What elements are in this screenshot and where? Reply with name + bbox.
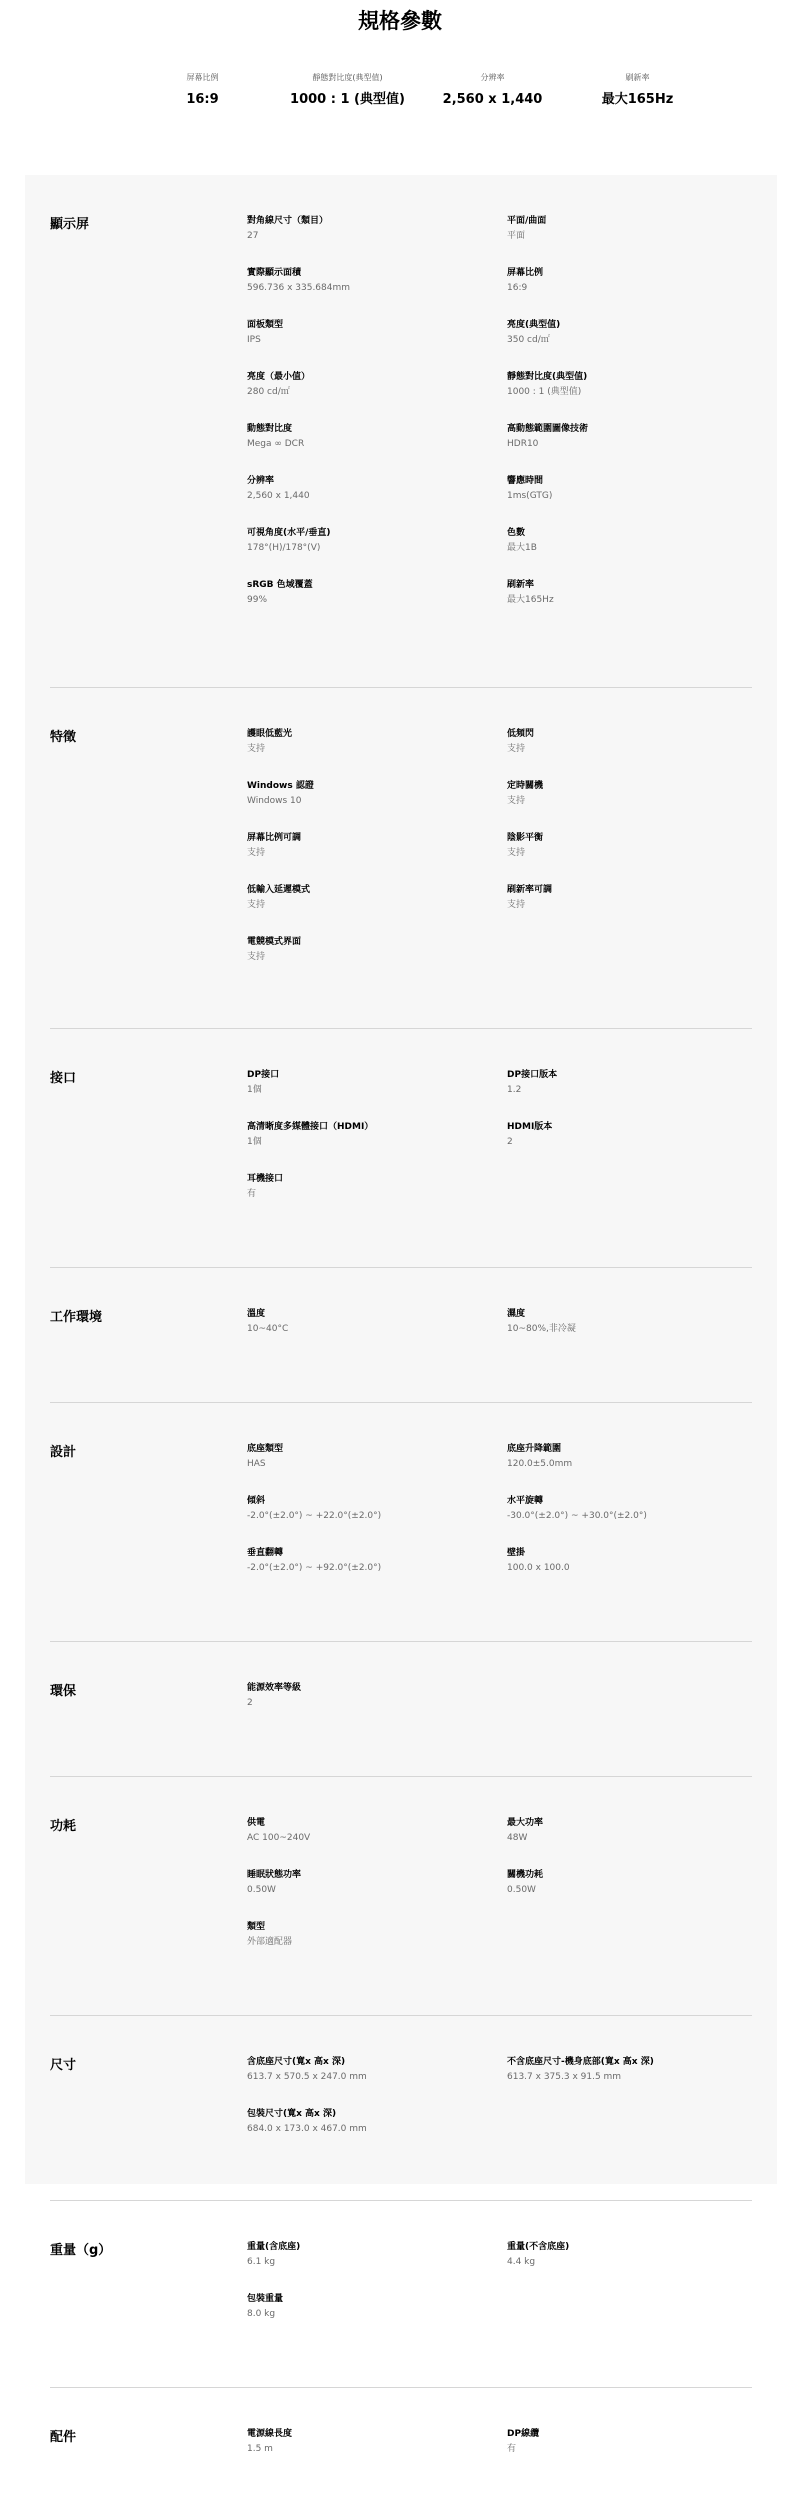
spec-value: 16:9 [507, 283, 528, 293]
spec-label: 動態對比度 [247, 424, 293, 434]
highlight-label: 屏幕比例 [186, 73, 219, 82]
section-title: 接口 [50, 1071, 77, 1086]
spec-item [507, 215, 752, 267]
spec-item [247, 884, 507, 936]
spec-label: DP線纜 [507, 2429, 540, 2439]
spec-value: 2,560 x 1,440 [247, 491, 310, 501]
highlight-item [565, 72, 710, 177]
spec-item [507, 579, 752, 631]
spec-item [247, 215, 507, 267]
spec-value: 350 cd/㎡ [507, 335, 550, 345]
section-items [247, 728, 752, 988]
spec-label: 供電 [247, 1818, 266, 1828]
spec-value: IPS [247, 335, 261, 345]
spec-label: 濕度 [507, 1309, 526, 1319]
spec-label: 傾斜 [247, 1496, 266, 1506]
spec-value: 有 [247, 1189, 257, 1199]
spec-item [247, 1121, 507, 1173]
spec-item [247, 267, 507, 319]
highlight-value: 2,560 x 1,440 [442, 92, 543, 107]
spec-value: 27 [247, 231, 259, 241]
section-title: 顯示屏 [50, 217, 90, 232]
spec-item [247, 1682, 507, 1734]
spec-item [247, 2056, 507, 2108]
spec-item [507, 780, 752, 832]
spec-label: DP接口版本 [507, 1070, 558, 1080]
spec-item [507, 423, 752, 475]
spec-item [507, 884, 752, 936]
spec-item [247, 579, 507, 631]
spec-item [507, 1817, 752, 1869]
section-items [247, 2428, 752, 2480]
spec-item [247, 527, 507, 579]
spec-value: 6.1 kg [247, 2257, 276, 2267]
spec-label: 可視角度(水平/垂直) [247, 528, 331, 538]
spec-item [247, 1495, 507, 1547]
section-items [247, 1682, 752, 1734]
spec-item [247, 475, 507, 527]
spec-label: 底座類型 [247, 1444, 284, 1454]
section-title: 功耗 [50, 1819, 77, 1834]
spec-value: 1個 [247, 1137, 262, 1147]
spec-label: 類型 [247, 1922, 266, 1932]
spec-value: -2.0°(±2.0°) ~ +22.0°(±2.0°) [247, 1511, 382, 1521]
page-title: 規格參數 [358, 9, 442, 33]
spec-item [247, 1547, 507, 1599]
spec-value: 外部適配器 [247, 1937, 293, 1947]
section-title: 工作環境 [50, 1310, 103, 1325]
spec-label: 色數 [507, 528, 526, 538]
spec-value: 1個 [247, 1085, 262, 1095]
spec-item [507, 1069, 752, 1121]
spec-value: 支持 [247, 848, 266, 858]
spec-item [507, 728, 752, 780]
spec-item [507, 267, 752, 319]
highlight-item [420, 72, 565, 177]
spec-item [247, 1817, 507, 1869]
spec-value: 0.50W [507, 1885, 536, 1895]
section-title: 重量（g） [50, 2243, 112, 2258]
spec-value: 10~40°C [247, 1324, 289, 1334]
spec-item [507, 832, 752, 884]
spec-label: 包裝重量 [247, 2294, 284, 2304]
spec-label: 平面/曲面 [507, 216, 547, 226]
spec-label: 垂直翻轉 [247, 1548, 284, 1558]
spec-section [50, 2388, 752, 2520]
spec-section [50, 2016, 752, 2201]
spec-label: 亮度(典型值) [507, 320, 561, 330]
section-items [247, 2056, 752, 2160]
spec-value: -2.0°(±2.0°) ~ +92.0°(±2.0°) [247, 1563, 382, 1573]
spec-item [507, 1547, 752, 1599]
spec-value: 10~80%,非冷凝 [507, 1324, 576, 1334]
spec-value: 平面 [507, 231, 526, 241]
spec-label: 刷新率 [507, 580, 535, 590]
spec-item [247, 2241, 507, 2293]
spec-label: 睡眠狀態功率 [247, 1870, 302, 1880]
spec-item [507, 2241, 752, 2293]
spec-item [247, 780, 507, 832]
spec-section [50, 1403, 752, 1642]
spec-label: sRGB 色域覆蓋 [247, 580, 313, 590]
spec-label: 關機功耗 [507, 1870, 544, 1880]
spec-section [50, 688, 752, 1029]
spec-value: Windows 10 [247, 796, 302, 806]
highlight-label: 刷新率 [625, 73, 650, 82]
spec-highlights [0, 72, 800, 177]
spec-value: HAS [247, 1459, 266, 1469]
spec-value: -30.0°(±2.0°) ~ +30.0°(±2.0°) [507, 1511, 647, 1521]
spec-value: 48W [507, 1833, 528, 1843]
spec-label: 亮度（最小值） [247, 372, 311, 382]
spec-label: 陰影平衡 [507, 833, 544, 843]
spec-label: 護眼低藍光 [247, 729, 293, 739]
spec-label: 重量(不含底座) [507, 2242, 570, 2252]
highlight-value: 最大165Hz [601, 92, 674, 107]
section-items [247, 215, 752, 631]
spec-section [50, 1029, 752, 1268]
spec-value: 最大165Hz [507, 595, 554, 605]
spec-item [247, 728, 507, 780]
spec-item [247, 319, 507, 371]
spec-label: Windows 認證 [247, 781, 314, 791]
spec-label: 溫度 [247, 1309, 266, 1319]
spec-label: 面板類型 [247, 320, 284, 330]
spec-label: 對角線尺寸（類目） [247, 216, 329, 226]
spec-item [247, 1869, 507, 1921]
highlight-value: 16:9 [186, 92, 219, 107]
spec-item [247, 1069, 507, 1121]
spec-item [507, 1495, 752, 1547]
spec-item [507, 527, 752, 579]
highlight-label: 靜態對比度(典型值) [312, 73, 383, 82]
section-items [247, 1308, 752, 1360]
spec-item [507, 1869, 752, 1921]
highlight-value: 1000 : 1 (典型值) [290, 92, 405, 107]
spec-label: 包裝尺寸(寬x 高x 深) [247, 2109, 337, 2119]
spec-label: 高動態範圍圖像技術 [507, 424, 589, 434]
spec-value: 1.5 m [247, 2444, 273, 2454]
highlight-item [275, 72, 420, 177]
spec-value: 支持 [507, 796, 526, 806]
spec-value: 280 cd/㎡ [247, 387, 290, 397]
spec-label: 電競模式界面 [247, 937, 302, 947]
spec-item [247, 1173, 507, 1225]
spec-value: 100.0 x 100.0 [507, 1563, 570, 1573]
spec-value: 支持 [247, 952, 266, 962]
spec-item [247, 1308, 507, 1360]
spec-value: 1ms(GTG) [507, 491, 553, 501]
spec-label: 屏幕比例可調 [247, 833, 302, 843]
spec-value: 支持 [247, 744, 266, 754]
highlight-item [130, 72, 275, 177]
spec-label: DP接口 [247, 1070, 280, 1080]
spec-item [507, 371, 752, 423]
section-items [247, 1443, 752, 1599]
spec-section [50, 1268, 752, 1403]
section-title: 環保 [50, 1684, 77, 1699]
spec-label: 低輸入延遲模式 [247, 885, 311, 895]
spec-label: 靜態對比度(典型值) [507, 372, 588, 382]
spec-item [247, 936, 507, 988]
spec-value: 1.2 [507, 1085, 522, 1095]
spec-label: 實際顯示面積 [247, 268, 302, 278]
section-title: 特徵 [50, 730, 77, 745]
spec-item [247, 2428, 507, 2480]
spec-value: 支持 [507, 744, 526, 754]
spec-value: 有 [507, 2444, 517, 2454]
spec-panel [25, 175, 777, 2454]
spec-value: 8.0 kg [247, 2309, 276, 2319]
spec-item [507, 475, 752, 527]
spec-label: 響應時間 [507, 476, 544, 486]
spec-item [507, 1121, 752, 1173]
spec-item [247, 1443, 507, 1495]
spec-label: HDMI版本 [507, 1122, 553, 1132]
spec-value: 2 [507, 1137, 513, 1147]
spec-value: AC 100~240V [247, 1833, 311, 1843]
spec-item [247, 423, 507, 475]
section-title: 配件 [50, 2430, 77, 2445]
spec-value: 120.0±5.0mm [507, 1459, 573, 1469]
spec-value: 99% [247, 595, 268, 605]
section-title: 尺寸 [50, 2058, 77, 2073]
spec-label: 刷新率可調 [507, 885, 553, 895]
spec-value: Mega ∞ DCR [247, 439, 305, 449]
spec-item [247, 371, 507, 423]
spec-label: 電源線長度 [247, 2429, 293, 2439]
spec-label: 屏幕比例 [507, 268, 544, 278]
spec-label: 耳機接口 [247, 1174, 284, 1184]
spec-value: 支持 [507, 900, 526, 910]
spec-label: 最大功率 [507, 1818, 544, 1828]
spec-value: 1000 : 1 (典型值) [507, 387, 582, 397]
spec-value: 596.736 x 335.684mm [247, 283, 351, 293]
spec-item [247, 2108, 507, 2160]
spec-label: 分辨率 [247, 476, 275, 486]
spec-label: 壁掛 [507, 1548, 526, 1558]
section-items [247, 1817, 752, 1973]
spec-item [507, 2428, 752, 2480]
spec-item [507, 319, 752, 371]
spec-item [247, 1921, 507, 1973]
spec-value: 支持 [507, 848, 526, 858]
spec-item [507, 2056, 752, 2108]
spec-value: 0.50W [247, 1885, 276, 1895]
spec-section [50, 1642, 752, 1777]
spec-label: 低頻閃 [507, 729, 535, 739]
highlight-label: 分辨率 [480, 73, 505, 82]
spec-value: 178°(H)/178°(V) [247, 543, 321, 553]
spec-label: 定時關機 [507, 781, 544, 791]
spec-label: 含底座尺寸(寬x 高x 深) [247, 2057, 346, 2067]
spec-label: 不含底座尺寸-機身底部(寬x 高x 深) [507, 2057, 654, 2067]
spec-value: 4.4 kg [507, 2257, 536, 2267]
spec-label: 底座升降範圍 [507, 1444, 562, 1454]
spec-item [247, 2293, 507, 2345]
section-items [247, 2241, 752, 2345]
spec-label: 能源效率等級 [247, 1683, 302, 1693]
spec-value: 最大1B [507, 543, 537, 553]
section-items [247, 1069, 752, 1225]
spec-item [507, 1308, 752, 1360]
spec-label: 重量(含底座) [247, 2242, 301, 2252]
spec-section [50, 175, 752, 688]
spec-label: 水平旋轉 [507, 1496, 544, 1506]
spec-value: 684.0 x 173.0 x 467.0 mm [247, 2124, 367, 2134]
spec-value: 613.7 x 570.5 x 247.0 mm [247, 2072, 367, 2082]
section-title: 設計 [50, 1445, 77, 1460]
spec-value: 支持 [247, 900, 266, 910]
spec-section [50, 2201, 752, 2388]
spec-item [247, 832, 507, 884]
spec-label: 高清晰度多媒體接口（HDMI） [247, 1122, 374, 1132]
spec-item [507, 1443, 752, 1495]
spec-value: 613.7 x 375.3 x 91.5 mm [507, 2072, 622, 2082]
spec-section [50, 1777, 752, 2016]
spec-value: 2 [247, 1698, 253, 1708]
spec-value: HDR10 [507, 439, 539, 449]
